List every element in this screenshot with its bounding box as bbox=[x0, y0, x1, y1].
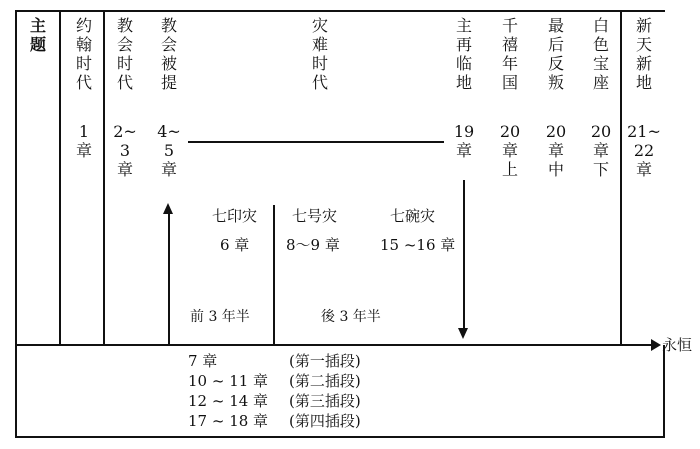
period-rapture-name: 教会被提 bbox=[160, 16, 177, 92]
period-rebellion-chapter: 20章中 bbox=[545, 122, 567, 179]
interlude-4-chapter: 17 ~ 18 章 bbox=[188, 412, 269, 430]
interlude-4-label: (第四插段) bbox=[289, 412, 361, 430]
judgment-bowls-name: 七碗灾 bbox=[390, 207, 436, 225]
period-newearth-chapter: 21~22章 bbox=[627, 122, 661, 179]
frame-bottom bbox=[15, 436, 665, 438]
judgment-bowls-chapter: 15 ~16 章 bbox=[380, 236, 456, 254]
judgment-seals-chapter: 6 章 bbox=[220, 236, 250, 254]
interlude-1-chapter: 7 章 bbox=[188, 352, 218, 370]
period-return-chapter: 19章 bbox=[453, 122, 475, 160]
period-tribulation-name: 灾难时代 bbox=[311, 16, 328, 92]
first-half-label: 前 3 年半 bbox=[190, 309, 250, 325]
return-arrow-shaft bbox=[463, 180, 465, 328]
interlude-3-label: (第三插段) bbox=[289, 392, 361, 410]
judgment-trumpets-name: 七号灾 bbox=[292, 207, 338, 225]
col-sep-2 bbox=[103, 10, 105, 345]
frame-right-lower bbox=[663, 345, 665, 438]
period-rebellion-name: 最后反叛 bbox=[547, 16, 564, 92]
period-millennium-chapter: 20章上 bbox=[499, 122, 521, 179]
up-arrow-icon bbox=[163, 203, 173, 214]
col-sep-1 bbox=[59, 10, 61, 345]
period-rapture-chapter: 4~5章 bbox=[157, 122, 181, 179]
axis-arrow-icon bbox=[651, 339, 661, 351]
eternity-label: 永恒 bbox=[662, 336, 693, 354]
col-sep-3 bbox=[620, 10, 622, 345]
judgment-trumpets-chapter: 8～9 章 bbox=[286, 236, 340, 254]
interlude-3-chapter: 12 ~ 14 章 bbox=[188, 392, 269, 410]
down-arrow-icon bbox=[458, 328, 468, 339]
period-newearth-name: 新天新地 bbox=[635, 16, 652, 92]
theme-header: 主题 bbox=[29, 16, 46, 54]
interlude-2-chapter: 10 ~ 11 章 bbox=[188, 372, 269, 390]
second-half-label: 後 3 年半 bbox=[321, 309, 381, 325]
half-divider bbox=[273, 205, 275, 345]
period-throne-name: 白色宝座 bbox=[592, 16, 609, 92]
period-john-chapter: 1章 bbox=[75, 122, 92, 160]
frame-top bbox=[15, 10, 665, 12]
interlude-2-label: (第二插段) bbox=[289, 372, 361, 390]
period-return-name: 主再临地 bbox=[455, 16, 472, 92]
period-throne-chapter: 20章下 bbox=[590, 122, 612, 179]
period-millennium-name: 千禧年国 bbox=[501, 16, 518, 92]
frame-left bbox=[15, 10, 17, 438]
interlude-1-label: (第一插段) bbox=[289, 352, 361, 370]
time-axis bbox=[15, 344, 655, 346]
period-church-chapter: 2~3章 bbox=[113, 122, 137, 179]
tribulation-span-line bbox=[188, 141, 444, 143]
judgment-seals-name: 七印灾 bbox=[212, 207, 258, 225]
rapture-arrow-shaft bbox=[168, 213, 170, 345]
period-church-name: 教会时代 bbox=[116, 16, 133, 92]
period-john-name: 约翰时代 bbox=[75, 16, 92, 92]
